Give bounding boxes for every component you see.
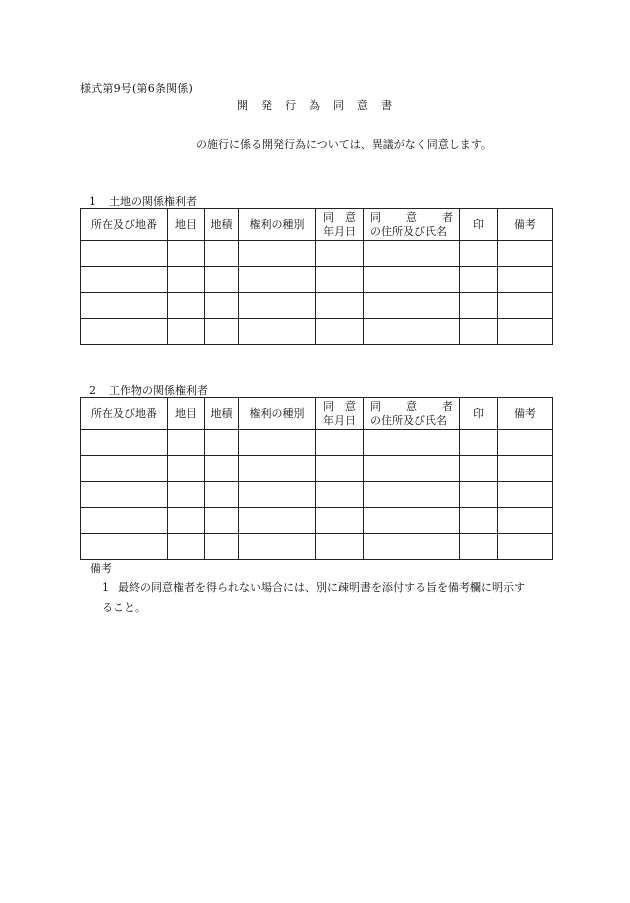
- table-cell[interactable]: [316, 482, 364, 508]
- table-cell[interactable]: [81, 241, 168, 267]
- table-cell[interactable]: [498, 508, 553, 534]
- table-cell[interactable]: [168, 430, 205, 456]
- table-cell[interactable]: [460, 430, 498, 456]
- table-header-row: [81, 209, 553, 241]
- table-cell[interactable]: [316, 534, 364, 560]
- consent-statement: の施行に係る開発行為については、異議がなく同意します。: [196, 138, 492, 151]
- table-cell[interactable]: [239, 534, 316, 560]
- table-cell[interactable]: [364, 482, 460, 508]
- table-row: [81, 267, 553, 293]
- table-cell[interactable]: [498, 241, 553, 267]
- table-cell[interactable]: [460, 267, 498, 293]
- table-cell[interactable]: [81, 534, 168, 560]
- col-consent-date-line2: 年月日: [323, 224, 356, 238]
- section-1-title: 土地の関係権利者: [109, 195, 197, 208]
- table-cell[interactable]: [316, 508, 364, 534]
- table-row: [81, 456, 553, 482]
- note-item-line-1: [102, 578, 554, 598]
- col-land-category: 地目: [168, 398, 205, 430]
- col-consent-date: [316, 398, 364, 430]
- table-cell[interactable]: [168, 293, 205, 319]
- table-header-row: [81, 398, 553, 430]
- section-1-heading: [89, 193, 197, 209]
- table-cell[interactable]: [81, 430, 168, 456]
- table-cell[interactable]: [239, 241, 316, 267]
- table-cell[interactable]: [168, 267, 205, 293]
- col-consenter-line1: 同 意 者: [370, 210, 453, 224]
- structure-rights-table: [80, 397, 553, 560]
- col-remarks: 備考: [498, 398, 553, 430]
- document-title: 開発行為同意書: [237, 99, 405, 112]
- table-cell[interactable]: [168, 456, 205, 482]
- col-consent-date-line2: 年月日: [323, 413, 356, 427]
- table-cell[interactable]: [239, 267, 316, 293]
- col-seal: 印: [460, 398, 498, 430]
- table-cell[interactable]: [364, 293, 460, 319]
- note-item-line-2: [102, 598, 554, 618]
- table-cell[interactable]: [316, 456, 364, 482]
- col-land-category: 地目: [168, 209, 205, 241]
- table-cell[interactable]: [205, 267, 239, 293]
- table-cell[interactable]: [316, 293, 364, 319]
- table-cell[interactable]: [460, 456, 498, 482]
- notes-heading: 備考: [90, 562, 112, 575]
- table-cell[interactable]: [364, 319, 460, 345]
- table-cell[interactable]: [205, 241, 239, 267]
- table-cell[interactable]: [81, 267, 168, 293]
- col-consent-date-line1: 同 意: [323, 399, 356, 413]
- table-cell[interactable]: [460, 534, 498, 560]
- table-row: [81, 508, 553, 534]
- note-item-text-1: 最終の同意権者を得られない場合には、別に疎明書を添付する旨を備考欄に明示す: [118, 581, 525, 594]
- table-cell[interactable]: [364, 241, 460, 267]
- table-cell[interactable]: [364, 267, 460, 293]
- table-row: [81, 241, 553, 267]
- table-cell[interactable]: [168, 482, 205, 508]
- table-cell[interactable]: [316, 267, 364, 293]
- col-remarks: 備考: [498, 209, 553, 241]
- note-item-number: 1: [102, 581, 109, 594]
- table-cell[interactable]: [460, 508, 498, 534]
- table-cell[interactable]: [364, 534, 460, 560]
- table-cell[interactable]: [498, 430, 553, 456]
- section-2-number: 2: [89, 384, 96, 397]
- table-cell[interactable]: [205, 293, 239, 319]
- table-cell[interactable]: [205, 319, 239, 345]
- table-cell[interactable]: [316, 319, 364, 345]
- section-1-number: 1: [89, 195, 96, 208]
- col-location: 所在及び地番: [81, 398, 168, 430]
- table-cell[interactable]: [239, 508, 316, 534]
- table-cell[interactable]: [239, 456, 316, 482]
- table-cell[interactable]: [239, 430, 316, 456]
- land-rights-table: [80, 208, 553, 345]
- table-cell[interactable]: [168, 241, 205, 267]
- table-cell[interactable]: [168, 508, 205, 534]
- section-2-title: 工作物の関係権利者: [109, 384, 208, 397]
- col-area: 地積: [205, 209, 239, 241]
- table-cell[interactable]: [168, 534, 205, 560]
- structure-rights-rows: [81, 430, 553, 560]
- table-row: [81, 482, 553, 508]
- table-cell[interactable]: [168, 319, 205, 345]
- table-cell[interactable]: [81, 508, 168, 534]
- col-right-type: 権利の種別: [239, 398, 316, 430]
- table-cell[interactable]: [81, 456, 168, 482]
- table-cell[interactable]: [239, 482, 316, 508]
- col-location: 所在及び地番: [81, 209, 168, 241]
- land-rights-rows: [81, 241, 553, 345]
- col-consenter-line2: の住所及び氏名: [370, 224, 447, 238]
- table-cell[interactable]: [239, 293, 316, 319]
- table-row: [81, 293, 553, 319]
- table-row: [81, 430, 553, 456]
- table-cell[interactable]: [316, 430, 364, 456]
- table-cell[interactable]: [205, 508, 239, 534]
- table-cell[interactable]: [205, 534, 239, 560]
- table-cell[interactable]: [81, 319, 168, 345]
- col-area: 地積: [205, 398, 239, 430]
- table-cell[interactable]: [460, 293, 498, 319]
- table-cell[interactable]: [460, 319, 498, 345]
- table-cell[interactable]: [364, 430, 460, 456]
- table-cell[interactable]: [81, 293, 168, 319]
- table-row: [81, 534, 553, 560]
- table-cell[interactable]: [364, 508, 460, 534]
- table-cell[interactable]: [498, 534, 553, 560]
- col-consenter-line1: 同 意 者: [370, 399, 453, 413]
- col-right-type: 権利の種別: [239, 209, 316, 241]
- table-cell[interactable]: [81, 482, 168, 508]
- col-seal: 印: [460, 209, 498, 241]
- table-cell[interactable]: [498, 319, 553, 345]
- col-consent-date-line1: 同 意: [323, 210, 356, 224]
- table-cell[interactable]: [364, 456, 460, 482]
- col-consenter: [364, 398, 460, 430]
- form-number: 様式第9号(第6条関係): [80, 82, 193, 95]
- table-cell[interactable]: [205, 456, 239, 482]
- note-item: [102, 578, 554, 618]
- table-cell[interactable]: [498, 293, 553, 319]
- table-cell[interactable]: [460, 241, 498, 267]
- table-cell[interactable]: [498, 456, 553, 482]
- table-cell[interactable]: [205, 430, 239, 456]
- table-cell[interactable]: [498, 267, 553, 293]
- table-cell[interactable]: [498, 482, 553, 508]
- col-consent-date: [316, 209, 364, 241]
- col-consenter-line2: の住所及び氏名: [370, 413, 447, 427]
- table-cell[interactable]: [316, 241, 364, 267]
- table-row: [81, 319, 553, 345]
- table-cell[interactable]: [239, 319, 316, 345]
- note-item-text-2: ること。: [102, 601, 146, 614]
- table-cell[interactable]: [460, 482, 498, 508]
- section-2-heading: [89, 382, 208, 398]
- col-consenter: [364, 209, 460, 241]
- table-cell[interactable]: [205, 482, 239, 508]
